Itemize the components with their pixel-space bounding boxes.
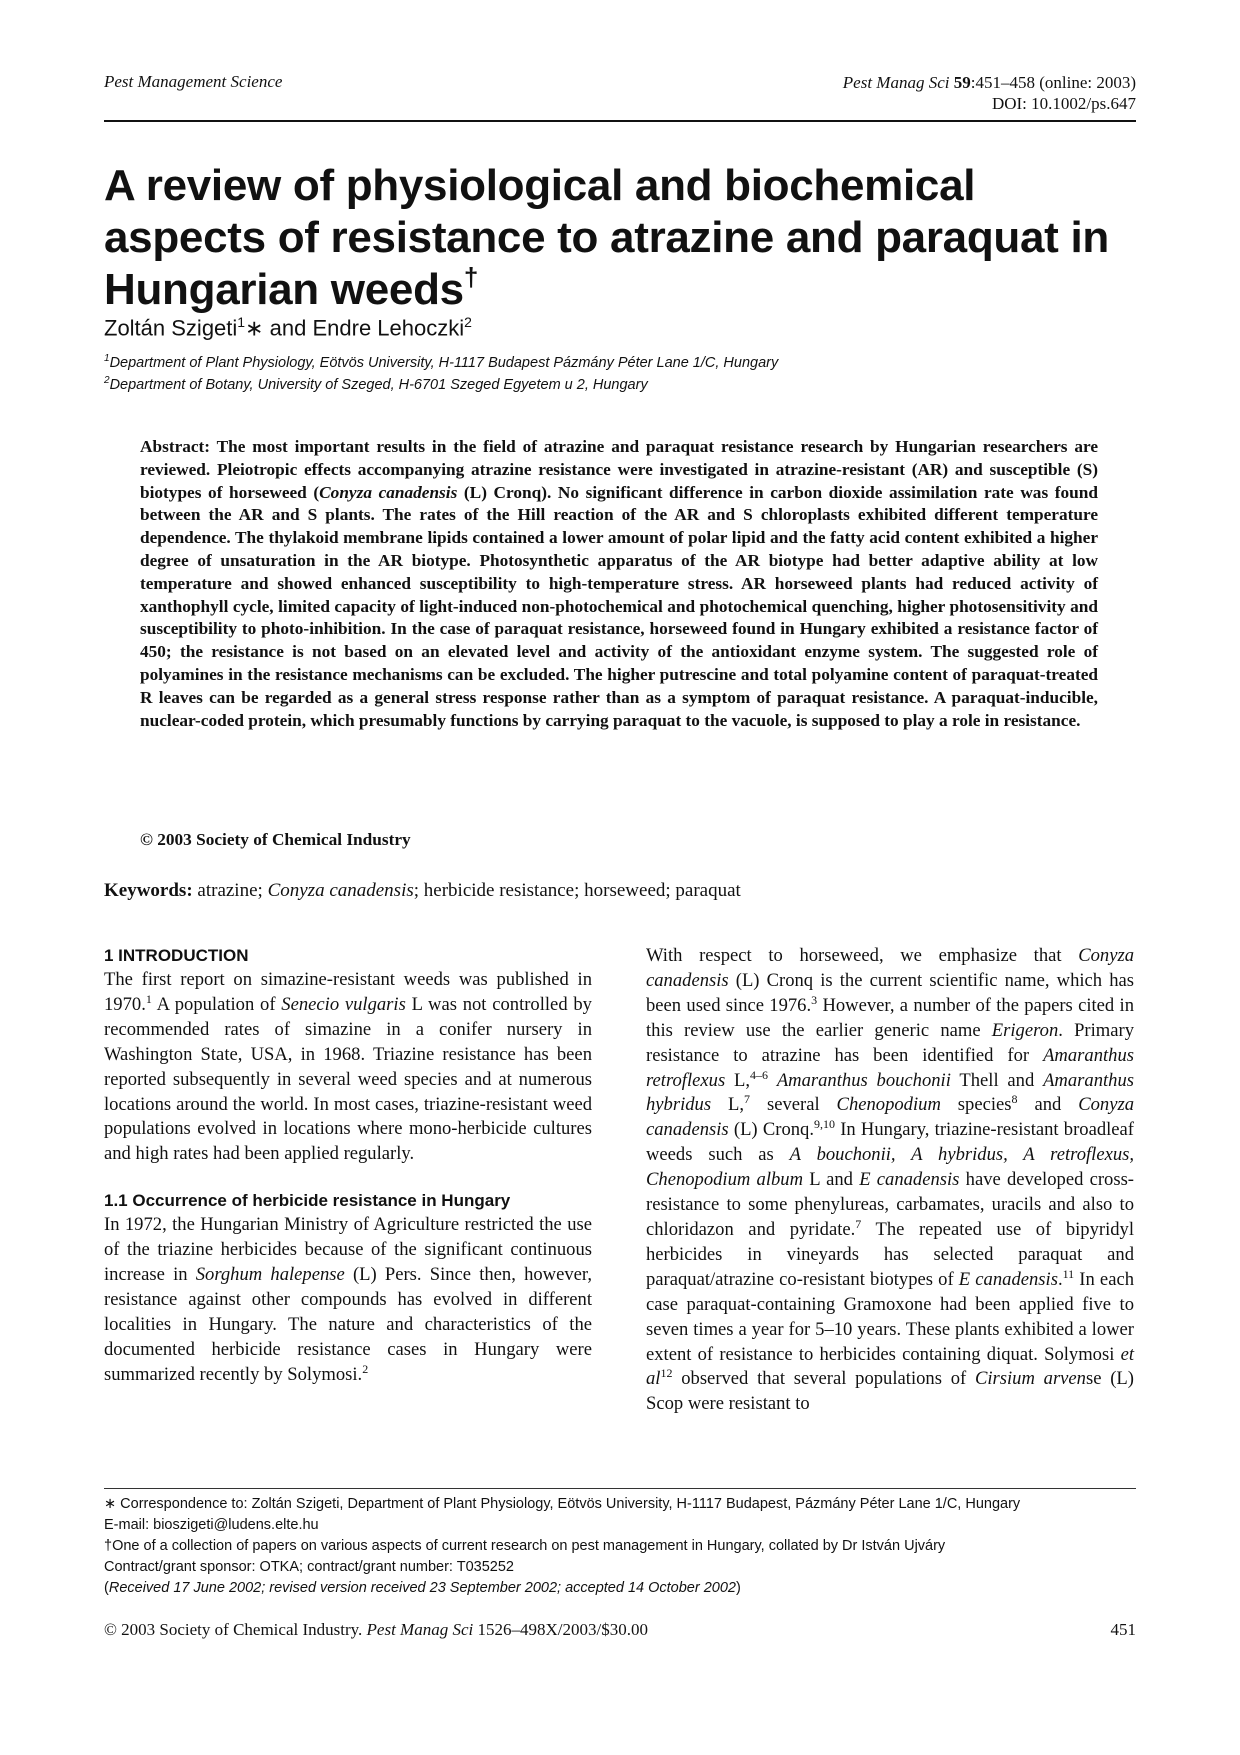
rc-t17: . [1057, 1268, 1063, 1290]
footnote-received [104, 1578, 1136, 1599]
author-1-mark: ∗ [245, 315, 264, 341]
keyword-1: atrazine; [192, 880, 268, 901]
citation-pages: :451–458 (online: 2003) [970, 73, 1136, 92]
citation-block [843, 72, 1136, 114]
rc-t15: have developed cross-resistance to some phenylureas, carbamates, uracils and also to chloridazon and pyridate. [646, 1169, 1134, 1240]
footnote-contract: Contract/grant sponsor: OTKA; contract/grant number: T035252 [104, 1559, 514, 1575]
footnote-correspondence: ∗ Correspondence to: Zoltán Szigeti, Department of Plant Physiology, Eötvös University, H-1117 Budapest, Pázmány Péter Lane 1/C, Hungary [104, 1496, 1021, 1512]
right-column-paragraph [646, 944, 1134, 1417]
rc-ref-11: 11 [1062, 1266, 1075, 1281]
author-1: Zoltán Szigeti [104, 315, 238, 341]
intro-p2-species: Sorghum halepense [195, 1264, 345, 1286]
footer-issn: 1526–498X/2003/$30.00 [473, 1620, 648, 1639]
rc-t14: L and [803, 1169, 860, 1191]
rc-t13: In Hungary, triazine-resistant broadleaf weeds such as [646, 1119, 1135, 1166]
intro-p1-a: The first report on simazine-resistant weeds was published in 1970. [104, 969, 592, 1015]
abstract-species: Conyza canadensis [319, 482, 458, 502]
affiliation-2 [104, 375, 648, 393]
citation-line [843, 72, 1136, 93]
keywords-label: Keywords: [104, 880, 193, 901]
rc-t3: However, a number of the papers cited in this review use the earlier generic name [646, 994, 1134, 1041]
abstract-text-b: (L) Cronq). No significant difference in carbon dioxide assimilation rate was found between the AR and S plants. The rates of the Hill reaction of the AR and S chloroplasts exhibited different temperature dependence. The thylakoid membrane lipids contained a lower amount of polar lipid and the fatty acid content exhibited a higher degree of unsaturation in the AR biotype. Photosynthetic apparatus of the AR biotype had better adaptive ability at low temperature and showed enhanced susceptibility to high-temperature stress. AR horseweed plants had reduced activity of xanthophyll cycle, limited capacity of light-induced non-photochemical and photochemical quenching, higher photosensitivity and susceptibility to photo-inhibition. In the case of paraquat resistance, horseweed found in Hungary exhibited a resistance factor of 450; the resistance is not based on an elevated level and activity of the antioxidant enzyme system. The suggested role of polyamines in the resistance mechanisms can be excluded. The higher putrescine and total polyamine content of paraquat-treated R leaves can be regarded as a general stress response rather than as a symptom of paraquat resistance. A paraquat-inducible, nuclear-coded protein, which presumably functions by carrying paraquat to the vacuole, is supposed to play a role in resistance. [140, 482, 1098, 730]
author-1-affil: 1 [237, 314, 246, 330]
rc-ref-12: 12 [660, 1366, 673, 1381]
keyword-2: Conyza canadensis [267, 880, 414, 901]
affiliation-1-text: Department of Plant Physiology, Eötvös University, H-1117 Budapest Pázmány Péter Lane 1/C, Hungary [109, 354, 779, 371]
paragraph-gap [104, 1167, 592, 1189]
abstract-label: Abstract: [140, 437, 211, 456]
rc-t19: observed that several populations of [672, 1368, 975, 1390]
abstract-text-a: The most important results in the field of atrazine and paraquat resistance research by Hungarian researchers are reviewed. Pleiotropic effects accompanying atrazine resistance were investigated in atrazine-resistant (AR) and susceptible (S) biotypes of horseweed ( [140, 437, 1098, 502]
rc-ref-7a: 7 [744, 1092, 751, 1107]
rc-t11: and [1017, 1094, 1079, 1116]
journal-name: Pest Management Science [104, 72, 283, 91]
keywords [104, 880, 741, 902]
intro-p2-b: (L) Pers. Since then, however, resistance against other compounds has evolved in different localities in Hungary. The nature and characteristics of the documented herbicide resistance cases in Hungary were summarized recently by Solymosi. [104, 1264, 592, 1385]
intro-paragraph-1 [104, 968, 592, 1167]
received-dates: Received 17 June 2002; revised version received 23 September 2002; accepted 14 October 2002 [108, 1580, 736, 1596]
rc-i6: Chenopodium [836, 1094, 941, 1116]
intro-p1-c: L was not controlled by recommended rates of simazine in a conifer nursery in Washington State, USA, in 1968. Triazine resistance has been reported subsequently in several weed species and at numerous locations around the world. In most cases, triazine-resistant weed populations evolved in locations where mono-herbicide cultures and high rates had been applied regularly. [104, 993, 592, 1165]
rc-t1: With respect to horseweed, we emphasize that [646, 945, 1079, 966]
footer-journal: Pest Manag Sci [366, 1620, 474, 1639]
rc-i11: et al [646, 1343, 1134, 1390]
rc-t2: (L) Cronq is the current scientific name, which has been used since 1976. [646, 969, 1134, 1016]
page-number: 451 [1110, 1620, 1136, 1639]
author-2-affil: 2 [464, 314, 472, 330]
footnote-email: E-mail: bioszigeti@ludens.elte.hu [104, 1517, 319, 1533]
footnote-rule [104, 1488, 1136, 1489]
column-right [646, 944, 1134, 1417]
rc-i10: E canadensis [958, 1268, 1058, 1290]
running-head [104, 68, 1136, 114]
keyword-rest: ; herbicide resistance; horseweed; paraquat [413, 880, 741, 901]
rc-ref-9-10: 9,10 [813, 1117, 835, 1132]
rc-i1: Conyza canadensis [646, 945, 1134, 991]
rc-t18: In each case paraquat-containing Gramoxone had been applied five to seven times a year for 5–10 years. These plants exhibited a lower extent of resistance to herbicides containing diquat. Solymosi [646, 1268, 1134, 1365]
rc-i4: Amaranthus bouchonii [776, 1069, 951, 1091]
footnote-collection [104, 1536, 1136, 1557]
rc-i8: A bouchonii, A hybridus, A retroflexus, Chenopodium album [646, 1144, 1135, 1191]
title-dagger-mark: † [463, 262, 478, 292]
intro-p1-b: A population of [151, 993, 282, 1015]
rc-i2: Erigeron [991, 1019, 1059, 1041]
rc-t16: The repeated use of bipyridyl herbicides in vineyards has selected paraquat and paraquat/atrazine co-resistant biotypes of [646, 1218, 1134, 1290]
section-heading-introduction: 1 INTRODUCTION [104, 946, 249, 965]
rc-i7: Conyza canadensis [646, 1094, 1135, 1141]
affiliation-1-number: 1 [104, 353, 110, 364]
footer-copyright: © 2003 Society of Chemical Industry. [104, 1620, 367, 1639]
rc-t7: Thell and [950, 1069, 1044, 1091]
citation-journal: Pest Manag Sci [842, 73, 950, 92]
article-title [104, 160, 1144, 316]
rc-i5: Amaranthus hybridus [646, 1069, 1134, 1116]
rc-t9: several [750, 1094, 837, 1116]
affiliation-2-text: Department of Botany, University of Szeged, H-6701 Szeged Egyetem u 2, Hungary [109, 376, 648, 393]
authors [104, 314, 472, 341]
rc-i12: Cirsium arven [974, 1368, 1086, 1390]
doi: DOI: 10.1002/ps.647 [991, 94, 1136, 113]
ref-1: 1 [145, 991, 152, 1006]
subsection-heading-hungary: 1.1 Occurrence of herbicide resistance in Hungary [104, 1191, 511, 1211]
rc-t4: . Primary resistance to atrazine has been identified for [646, 1019, 1134, 1066]
affiliation-1 [104, 353, 778, 371]
affiliation-2-number: 2 [104, 375, 110, 386]
intro-p2-a: In 1972, the Hungarian Ministry of Agriculture restricted the use of the triazine herbicides because of the significant continuous increase in [104, 1214, 592, 1286]
received-close: ) [735, 1580, 741, 1596]
abstract [140, 436, 1098, 732]
rc-t12: (L) Cronq. [728, 1119, 814, 1141]
rc-i3: Amaranthus retroflexus [646, 1044, 1134, 1091]
ref-2: 2 [362, 1361, 369, 1376]
rc-t10: species [940, 1094, 1012, 1116]
header-rule [104, 120, 1136, 122]
column-left [104, 944, 592, 1388]
page-footer [104, 1620, 1136, 1640]
rc-ref-3: 3 [811, 992, 818, 1007]
author-2: Endre Lehoczki [312, 315, 465, 341]
rc-ref-8: 8 [1011, 1092, 1018, 1107]
intro-p1-species: Senecio vulgaris [281, 993, 406, 1015]
rc-ref-4-6: 4–6 [750, 1067, 768, 1082]
authors-and: and [263, 315, 313, 341]
footnote-dagger: † [104, 1538, 113, 1554]
abstract-copyright: © 2003 Society of Chemical Industry [140, 830, 411, 849]
rc-t6 [768, 1070, 777, 1091]
footnote-collection-text: One of a collection of papers on various aspects of current research on pest management in Hungary, collated by Dr István Ujváry [112, 1538, 946, 1554]
intro-paragraph-2 [104, 1213, 592, 1387]
rc-ref-7b: 7 [855, 1216, 862, 1231]
article-title-text: A review of physiological and biochemical aspects of resistance to atrazine and paraquat in Hungarian weeds [104, 161, 1109, 314]
rc-t8: L, [711, 1094, 745, 1116]
rc-i9: E canadensis [859, 1169, 960, 1191]
rc-t20: se (L) Scop were resistant to [646, 1368, 1134, 1415]
footnotes [104, 1494, 1136, 1599]
citation-volume: 59 [953, 73, 971, 92]
rc-t5: L, [725, 1069, 750, 1091]
received-open: ( [104, 1580, 109, 1596]
